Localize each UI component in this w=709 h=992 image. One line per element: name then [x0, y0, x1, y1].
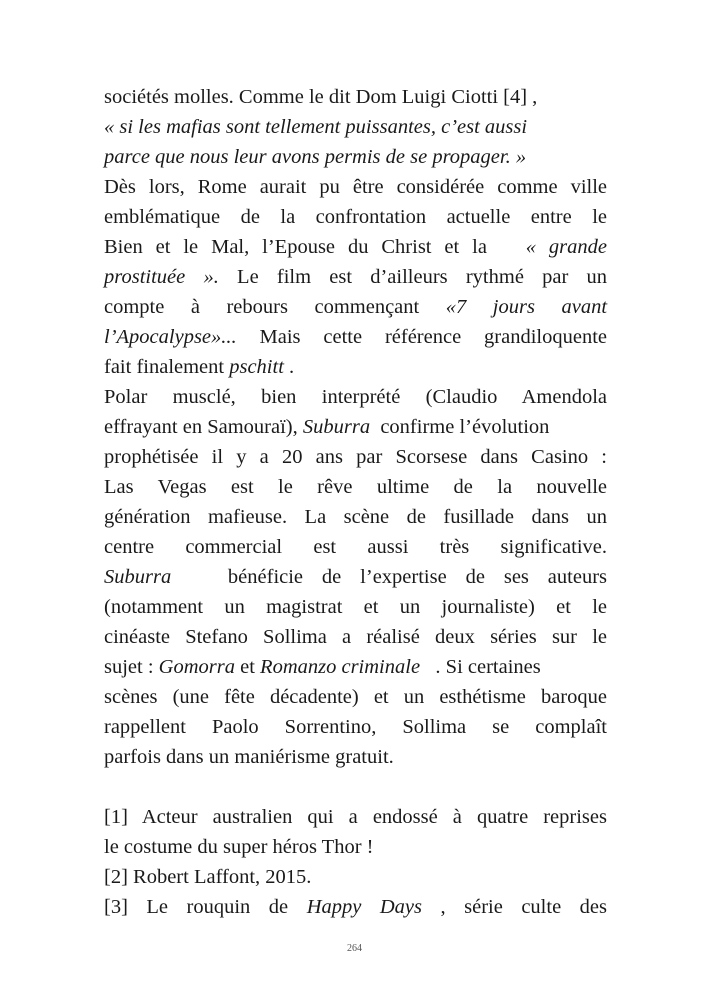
footnote-line-1: [1] Acteur australien qui a endossé à quatre reprises — [104, 806, 607, 828]
body-line-11: Polar musclé, bien interprété (Claudio Amendola — [104, 386, 607, 408]
body-line-14: Las Vegas est le rêve ultime de la nouvelle — [104, 476, 607, 498]
film-title: Suburra — [302, 416, 371, 438]
body-line-21: scènes (une fête décadente) et un esthétisme baroque — [104, 686, 607, 708]
body-line-15: génération mafieuse. La scène de fusillade dans un — [104, 506, 607, 528]
body-line-19: cinéaste Stefano Sollima a réalisé deux séries sur le — [104, 626, 607, 648]
footnote-line-4: [3] Le rouquin de Happy Days , série culte des — [104, 896, 608, 918]
quote-text: « grande — [525, 236, 607, 258]
quote-text: prostituée ». — [104, 266, 219, 288]
body-line-22: rappellent Paolo Sorrentino, Sollima se complaît — [104, 716, 607, 738]
footnote-line-2: le costume du super héros Thor ! — [104, 836, 374, 858]
body-line-13: prophétisée il y a 20 ans par Scorsese dans Casino : — [104, 446, 607, 468]
film-title: Suburra — [104, 566, 172, 588]
body-line-20: sujet : Gomorra et Romanzo criminale . Si certaines — [104, 656, 541, 678]
quote-text: parce que nous leur avons permis de se propager. » — [104, 146, 527, 168]
italic-term: pschitt — [229, 356, 284, 378]
body-line-7: prostituée ». Le film est d’ailleurs rythmé par un — [104, 266, 608, 288]
body-line-10: fait finalement pschitt . — [104, 356, 295, 378]
body-line-3 — [104, 142, 607, 172]
body-line-5: emblématique de la confrontation actuelle entre le — [104, 206, 607, 228]
body-line-2 — [104, 112, 607, 142]
body-line-8: compte à rebours commençant «7 jours avant — [104, 296, 608, 318]
quote-text: « si les mafias sont tellement puissantes, c’est aussi — [104, 116, 528, 138]
main-text — [104, 82, 607, 922]
paragraph-gap — [104, 772, 607, 802]
body-line-6: Bien et le Mal, l’Epouse du Christ et la « grande — [104, 236, 607, 258]
page-number: 264 — [347, 943, 362, 954]
body-line-18: (notamment un magistrat et un journaliste) et le — [104, 596, 607, 618]
series-title: Happy Days — [306, 896, 422, 918]
body-line-9: l’Apocalypse»... Mais cette référence grandiloquente — [104, 326, 608, 348]
series-title: Gomorra — [158, 656, 235, 678]
body-line-4: Dès lors, Rome aurait pu être considérée comme ville — [104, 176, 607, 198]
quote-text: l’Apocalypse»... — [104, 326, 237, 348]
body-line-16: centre commercial est aussi très significative. — [104, 536, 607, 558]
body-line-12: effrayant en Samouraï), Suburra confirme l’évolution — [104, 416, 550, 438]
body-line-23: parfois dans un maniérisme gratuit. — [104, 746, 394, 768]
footnote-line-3: [2] Robert Laffont, 2015. — [104, 866, 312, 888]
quote-text: «7 jours avant — [445, 296, 608, 318]
body-line-1: sociétés molles. Comme le dit Dom Luigi Ciotti [4] , — [104, 86, 538, 108]
body-line-17: Suburra bénéficie de l’expertise de ses auteurs — [104, 566, 608, 588]
series-title: Romanzo criminale — [260, 656, 421, 678]
